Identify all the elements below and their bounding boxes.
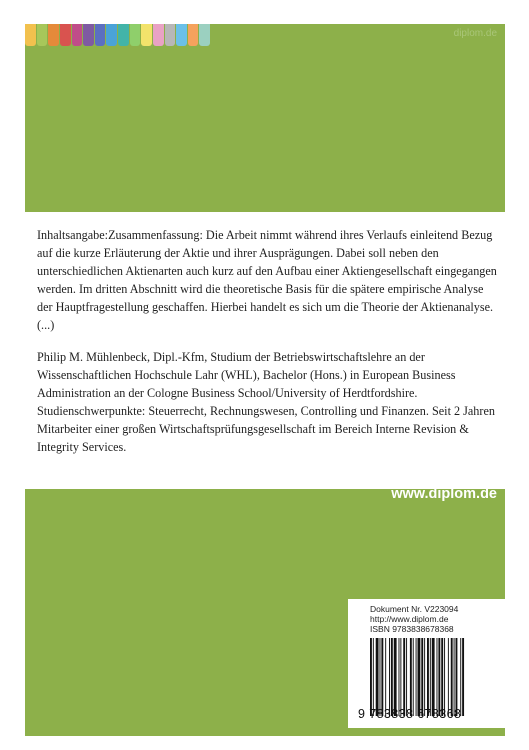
barcode-bar (403, 638, 405, 716)
color-stripe (199, 24, 210, 46)
color-stripe (118, 24, 129, 46)
barcode-bar (385, 638, 386, 716)
barcode-label (348, 599, 505, 728)
barcode-bar (406, 638, 407, 716)
barcode-bar (456, 638, 458, 716)
barcode-bar (389, 638, 390, 716)
barcode-bar (391, 638, 393, 716)
color-stripe (188, 24, 199, 46)
color-stripe (95, 24, 106, 46)
barcode-bar (381, 638, 383, 716)
barcode-bar (462, 638, 464, 716)
barcode-bar (394, 638, 397, 716)
barcode-bar (432, 638, 435, 716)
barcode-bar (418, 638, 421, 716)
barcode-bar (416, 638, 417, 716)
color-stripe (165, 24, 176, 46)
barcode-bar (413, 638, 414, 716)
barcode-bar (427, 638, 429, 716)
barcode-bar (370, 638, 372, 716)
color-stripe (153, 24, 164, 46)
color-stripe (130, 24, 141, 46)
barcode-bar (441, 638, 443, 716)
color-stripe (83, 24, 94, 46)
document-url: http://www.diplom.de (370, 614, 449, 624)
barcode-bar (424, 638, 425, 716)
barcode-bar (410, 638, 412, 716)
barcode-bar (454, 638, 455, 716)
description-panel (25, 212, 505, 489)
barcode-bar (444, 638, 445, 716)
abstract-text: Inhaltsangabe:Zusammenfassung: Die Arbeit nimmt während ihres Verlaufs einleitend Bezug auf die kurze Erläuterung der Aktie und ihrer Ausprägungen. Dabei soll neben den unterschiedlichen Aktienarten auch kurz auf den Aufbau einer Aktiengesellschaft eingegangen werden. Im dritten Abschnitt wird die theoretische Basis für die spätere empirische Analyse der Hauptfragestellung geschaffen. Hierbei handelt es sich um die Theorie der Aktienanalyse. (...) (37, 228, 497, 332)
brand-mark: diplom.de (453, 28, 497, 39)
color-stripe (60, 24, 71, 46)
document-number: Dokument Nr. V223094 (370, 604, 459, 614)
barcode-bar (437, 638, 438, 716)
website-link[interactable]: www.diplom.de (391, 486, 497, 502)
color-stripe (37, 24, 48, 46)
color-stripes (25, 24, 211, 46)
color-stripe (25, 24, 36, 46)
isbn-text: ISBN 9783838678368 (370, 624, 454, 634)
barcode-bar (460, 638, 461, 716)
color-stripe (72, 24, 83, 46)
barcode-bar (421, 638, 423, 716)
color-stripe (141, 24, 152, 46)
barcode-bar (430, 638, 431, 716)
barcode-bar (373, 638, 374, 716)
barcode-bar (448, 638, 449, 716)
barcode-bar (451, 638, 453, 716)
color-stripe (48, 24, 59, 46)
color-stripe (176, 24, 187, 46)
color-stripe (106, 24, 117, 46)
author-bio-text: Philip M. Mühlenbeck, Dipl.-Kfm, Studium der Betriebswirtschaftslehre an der Wissenschaftlichen Hochschule Lahr (WHL), Bachelor (Hons.) in European Business Administration an der Cologne Business School/University of Herdtfordshire. Studienschwerpunkte: Steuerrecht, Rechnungswesen, Controlling und Finanzen. Seit 2 Jahren Mitarbeiter einer großen Wirtschaftsprüfungsgesellschaft im Bereich Interne Revision & Integrity Services. (37, 350, 495, 454)
barcode-bar (400, 638, 401, 716)
barcode-bar (438, 638, 440, 716)
barcode-bar (376, 638, 379, 716)
isbn-digits: 9 783838 678368 (358, 707, 462, 721)
barcode-bar (399, 638, 400, 716)
barcode-icon (370, 638, 498, 716)
barcode-bar (380, 638, 381, 716)
